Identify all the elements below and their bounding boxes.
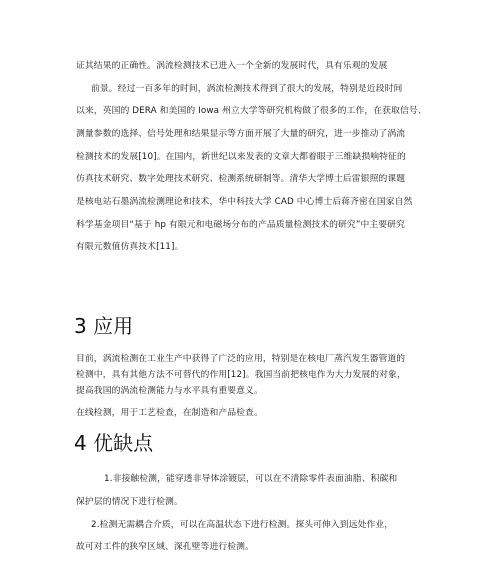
paragraph-line: 目前，涡流检测在工业生产中获得了广泛的应用，特别是在核电厂蒸汽发生器管道的 [76, 354, 406, 364]
list-item: 2.检测无需耦合介质，可以在高温状态下进行检测。探头可伸入到远处作业， [91, 520, 394, 530]
paragraph-line: 检测中，具有其他方法不可替代的作用[12]。我国当前把核电作为大力发展的对象， [76, 370, 406, 380]
paragraph-line: 仿真技术研究、数字处理技术研究、检测系统研制等。清华大学博士后雷银照的课题 [76, 174, 406, 184]
paragraph-line: 测量参数的选择、信号处理和结果显示等方面开展了大量的研究，进一步推动了涡流 [76, 129, 406, 139]
paragraph-line: 提高我国的涡流检测能力与水平具有重要意义。 [76, 386, 263, 396]
paragraph-line: 在线检测，用于工艺检查，在制造和产品检查。 [76, 408, 263, 418]
paragraph-line: 证其结果的正确性。涡流检测技术已进入一个全新的发展时代，具有乐观的发展 [76, 61, 388, 71]
paragraph-line: 有限元数值仿真技术[11]。 [76, 242, 184, 252]
section-heading-4: 4 优缺点 [74, 431, 154, 455]
paragraph-line: 检测技术的发展[10]。在国内，新世纪以来发表的文章大都着眼于三维缺损响特征的 [76, 152, 406, 162]
paragraph-line: 以来，英国的 DERA 和美国的 Iowa 州立大学等研究机构做了很多的工作，在获取信号、 [76, 106, 427, 116]
list-item: 1.非接触检测，能穿透非导体涂镀层，可以在不清除零件表面油脂、积碳和 [104, 474, 398, 484]
paragraph-line: 前景。经过一百多年的时间，涡流检测技术得到了很大的发展，特别是近段时间 [91, 84, 403, 94]
paragraph-line: 保护层的情况下进行检测。 [76, 497, 183, 507]
paragraph-line: 科学基金项目“基于 hp 有限元和电磁场分布的产品质量检测技术的研究”中主要研究 [76, 220, 405, 230]
paragraph-line: 是核电站石墨涡流检测理论和技术，华中科技大学 CAD 中心博士后蒋齐密在国家自然 [76, 197, 413, 207]
section-heading-3: 3 应用 [74, 314, 134, 338]
paragraph-line: 故可对工件的狭窄区域、深孔壁等进行检测。 [76, 542, 254, 552]
